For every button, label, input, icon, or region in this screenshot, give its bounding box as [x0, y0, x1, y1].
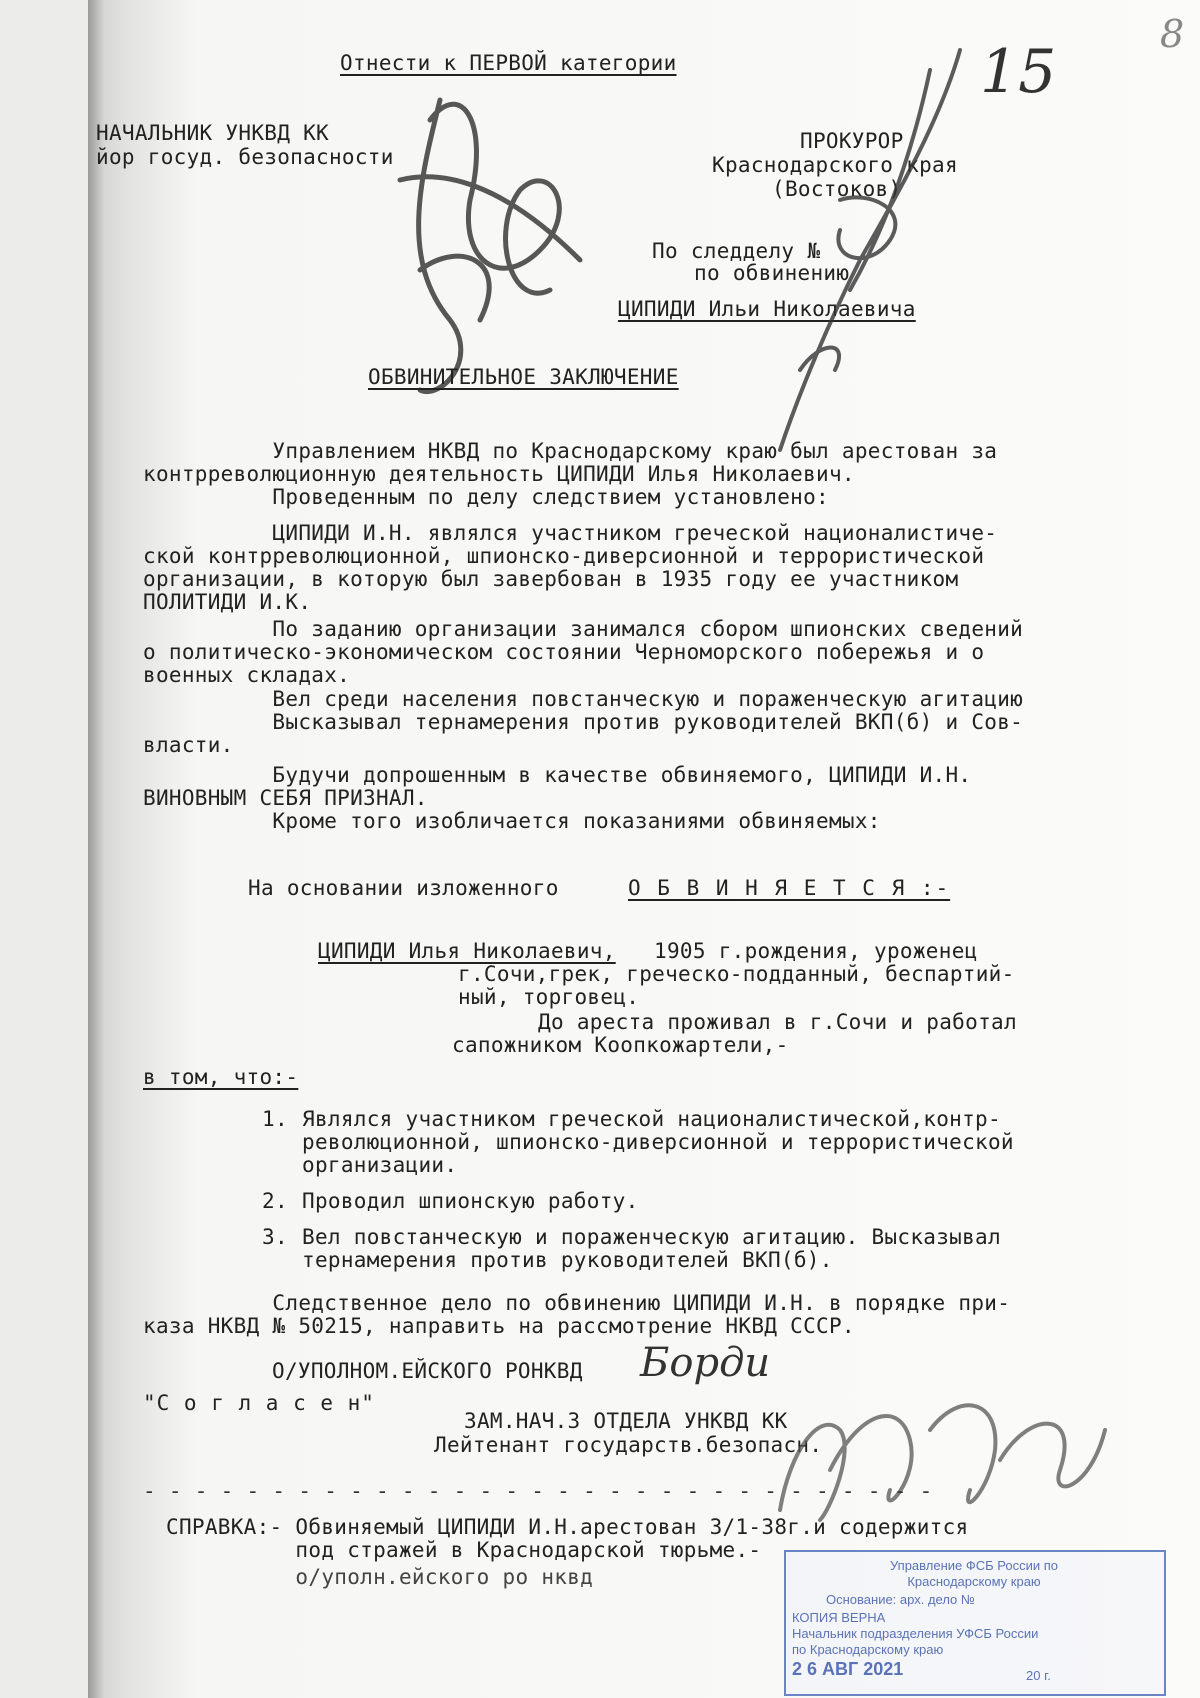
- body-line: Проведенным по делу следствием установлено:: [143, 485, 829, 509]
- charge-number: 2.: [262, 1189, 288, 1213]
- reference-line: о/уполн.ейского ро нквд: [166, 1565, 594, 1589]
- page-edge-shadow: [88, 0, 104, 1698]
- body-line: организации, в которую был завербован в 1935 году ее участником: [143, 567, 959, 591]
- accusation-word: О Б В И Н Я Е Т С Я :-: [628, 876, 951, 900]
- category-note: Отнести к ПЕРВОЙ категории: [340, 51, 677, 75]
- in-that-label: в том, что:-: [143, 1065, 299, 1089]
- prosecutor-signature-scribble: [740, 40, 1020, 460]
- body-line: Будучи допрошенным в качестве обвиняемого, ЦИПИДИ И.Н.: [143, 763, 972, 787]
- accused-bio: 1905 г.рождения, уроженец: [654, 939, 978, 963]
- corner-number-handwritten: 8: [1160, 12, 1185, 56]
- body-line: Кроме того изобличается показаниями обвиняемых:: [143, 809, 881, 833]
- body-line: контрреволюционную деятельность ЦИПИДИ Илья Николаевич.: [143, 462, 855, 486]
- officer-signature-handwritten: Борди: [640, 1340, 771, 1386]
- stamp-date: 2 6 АВГ 2021: [792, 1662, 904, 1677]
- prosecutor-name: (Востоков): [772, 177, 902, 201]
- accusation-lead: На основании изложенного: [248, 876, 559, 900]
- agreed-label: "С о г л а с е н": [143, 1391, 375, 1415]
- stamp-line: КОПИЯ ВЕРНА: [792, 1610, 886, 1625]
- deputy-rank: Лейтенант государств.безопасн.: [434, 1433, 823, 1457]
- officer-title: О/УПОЛНОМ.ЕЙСКОГО РОНКВД: [272, 1359, 583, 1383]
- deputy-title: ЗАМ.НАЧ.3 ОТДЕЛА УНКВД КК: [464, 1409, 788, 1433]
- charge-text: тернамерения против руководителей ВКП(б).: [302, 1248, 833, 1272]
- charge-text: Вел повстанческую и пораженческую агитацию. Высказывал: [302, 1225, 1001, 1249]
- body-line: Высказывал тернамерения против руководителей ВКП(б) и Сов-: [143, 710, 1024, 734]
- conclusion-line: Следственное дело по обвинению ЦИПИДИ И.Н. в порядке при-: [143, 1291, 1011, 1315]
- body-line: военных складах.: [143, 663, 351, 687]
- body-line: власти.: [143, 733, 234, 757]
- accused-bio: г.Сочи,грек, греческо-подданный, беспартий-: [458, 962, 1015, 986]
- accused-bio: До ареста проживал в г.Сочи и работал: [538, 1010, 1017, 1034]
- stamp-line: 20 г.: [1026, 1668, 1051, 1683]
- body-line: ЦИПИДИ И.Н. являлся участником греческой националистиче-: [143, 521, 998, 545]
- body-line: о политическо-экономическом состоянии Черноморского побережья и о: [143, 640, 985, 664]
- body-line: Управлением НКВД по Краснодарскому краю был арестован за: [143, 439, 998, 463]
- archive-stamp: [784, 1550, 1166, 1696]
- conclusion-line: каза НКВД № 50215, направить на рассмотрение НКВД СССР.: [143, 1314, 855, 1338]
- page-number-handwritten: 15: [980, 37, 1057, 107]
- case-accusation-label: по обвинению: [694, 261, 850, 285]
- reference-line: СПРАВКА:- Обвиняемый ЦИПИДИ И.Н.арестован 3/1-38г.и содержится: [166, 1515, 969, 1539]
- prosecutor-region: Краснодарского края: [712, 153, 958, 177]
- chief-rank: йор госуд. безопасности: [96, 145, 394, 169]
- body-line: Вел среди населения повстанческую и пораженческую агитацию: [143, 687, 1024, 711]
- accused-bio: сапожником Коопкожартели,-: [452, 1033, 789, 1057]
- body-line: ПОЛИТИДИ И.К.: [143, 590, 312, 614]
- stamp-line: Начальник подразделения УФСБ России: [792, 1626, 1039, 1641]
- reference-line: под стражей в Краснодарской тюрьме.-: [166, 1538, 762, 1562]
- charge-number: 1.: [262, 1107, 288, 1131]
- charge-text: революционной, шпионско-диверсионной и террористической: [302, 1130, 1014, 1154]
- prosecutor-title: ПРОКУРОР: [800, 129, 904, 153]
- body-line: По заданию организации занимался сбором шпионских сведений: [143, 617, 1024, 641]
- charge-number: 3.: [262, 1225, 288, 1249]
- accused-name: ЦИПИДИ Илья Николаевич,: [318, 939, 616, 963]
- body-line: ской контрреволюционной, шпионско-диверсионной и террористической: [143, 544, 985, 568]
- separator-line: - - - - - - - - - - - - - - - - - - - - - - - - - - - - - - -: [143, 1479, 933, 1503]
- body-line: ВИНОВНЫМ СЕБЯ ПРИЗНАЛ.: [143, 786, 428, 810]
- document-title: ОБВИНИТЕЛЬНОЕ ЗАКЛЮЧЕНИЕ: [368, 365, 679, 389]
- stamp-line: Краснодарскому краю: [907, 1574, 1041, 1589]
- charge-text: Являлся участником греческой националистической,контр-: [302, 1107, 1001, 1131]
- chief-title: НАЧАЛЬНИК УНКВД КК: [96, 121, 329, 145]
- charge-text: организации.: [302, 1153, 458, 1177]
- accused-bio: ный, торговец.: [458, 985, 640, 1009]
- case-number-label: По следделу №: [652, 239, 821, 263]
- stamp-line: Основание: арх. дело №: [826, 1592, 975, 1607]
- stamp-line: по Краснодарскому краю: [792, 1642, 944, 1657]
- accused-name-header: ЦИПИДИ Ильи Николаевича: [618, 297, 916, 321]
- stamp-line: Управление ФСБ России по: [889, 1558, 1059, 1573]
- charge-text: Проводил шпионскую работу.: [302, 1189, 639, 1213]
